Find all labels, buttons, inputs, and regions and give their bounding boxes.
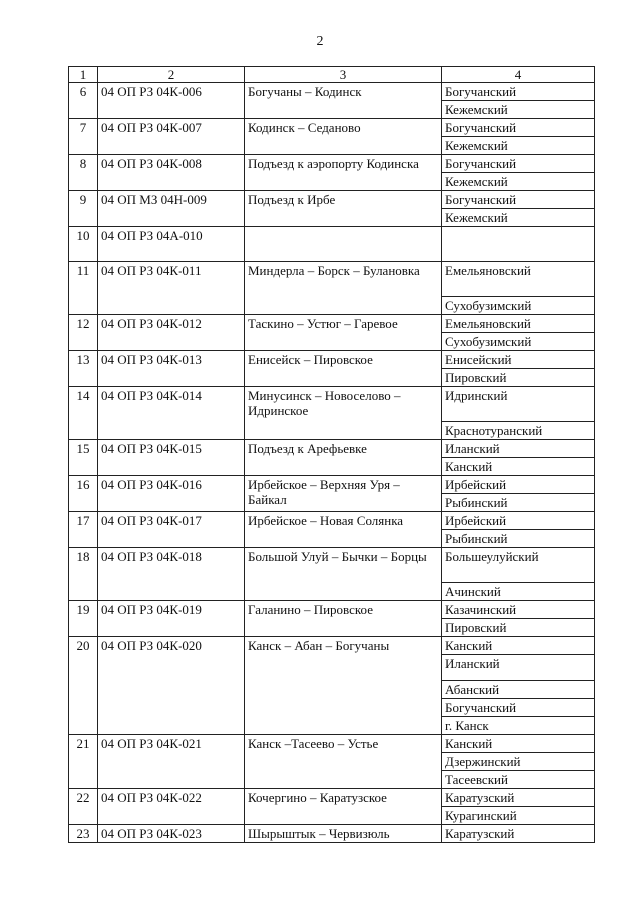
district-name: Казачинский (442, 601, 595, 619)
district-name: Идринский (442, 387, 595, 422)
table-row (69, 387, 595, 422)
road-name: Минусинск – Новоселово – Идринское (245, 387, 442, 440)
table-row (69, 512, 595, 530)
district-name: Канский (442, 458, 595, 476)
district-name: Богучанский (442, 83, 595, 101)
district-name: Абанский (442, 681, 595, 699)
district-name: Тасеевский (442, 771, 595, 789)
table-row (69, 637, 595, 655)
table-row (69, 601, 595, 619)
road-name: Ирбейское – Верхняя Уря – Байкал (245, 476, 442, 512)
table-row (69, 476, 595, 494)
road-name: Богучаны – Кодинск (245, 83, 442, 119)
row-number: 18 (69, 548, 98, 601)
district-name: Кежемский (442, 137, 595, 155)
road-name: Подъезд к аэропорту Кодинска (245, 155, 442, 191)
table-row (69, 789, 595, 807)
road-code: 04 ОП РЗ 04К-022 (98, 789, 245, 825)
district-name: Каратузский (442, 789, 595, 807)
row-number: 9 (69, 191, 98, 227)
district-name: Емельяновский (442, 262, 595, 297)
row-number: 21 (69, 735, 98, 789)
road-code: 04 ОП РЗ 04К-019 (98, 601, 245, 637)
district-name: Сухобузимский (442, 297, 595, 315)
header-cell: 1 (69, 67, 98, 83)
road-name: Ирбейское – Новая Солянка (245, 512, 442, 548)
row-number: 20 (69, 637, 98, 735)
row-number: 17 (69, 512, 98, 548)
district-name: Пировский (442, 619, 595, 637)
road-name (245, 227, 442, 262)
table-row (69, 155, 595, 173)
table-row (69, 119, 595, 137)
district-name: г. Канск (442, 717, 595, 735)
road-name: Енисейск – Пировское (245, 351, 442, 387)
row-number: 10 (69, 227, 98, 262)
district-name: Большеулуйский (442, 548, 595, 583)
table-row (69, 83, 595, 101)
district-name: Кежемский (442, 209, 595, 227)
row-number: 7 (69, 119, 98, 155)
row-number: 14 (69, 387, 98, 440)
district-name: Енисейский (442, 351, 595, 369)
road-code: 04 ОП РЗ 04К-014 (98, 387, 245, 440)
header-cell: 3 (245, 67, 442, 83)
district-name: Кежемский (442, 173, 595, 191)
district-name: Ирбейский (442, 512, 595, 530)
district-name: Богучанский (442, 119, 595, 137)
road-code: 04 ОП РЗ 04К-020 (98, 637, 245, 735)
road-name: Кодинск – Седаново (245, 119, 442, 155)
row-number: 15 (69, 440, 98, 476)
road-code: 04 ОП РЗ 04К-021 (98, 735, 245, 789)
table-row (69, 191, 595, 209)
row-number: 11 (69, 262, 98, 315)
district-name: Рыбинский (442, 530, 595, 548)
road-name: Канск – Абан – Богучаны (245, 637, 442, 735)
table-row (69, 825, 595, 843)
row-number: 12 (69, 315, 98, 351)
road-code: 04 ОП РЗ 04К-006 (98, 83, 245, 119)
road-name: Миндерла – Борск – Булановка (245, 262, 442, 315)
district-name: Канский (442, 735, 595, 753)
district-name: Кежемский (442, 101, 595, 119)
road-name: Подъезд к Арефьевке (245, 440, 442, 476)
district-name: Богучанский (442, 699, 595, 717)
road-code: 04 ОП РЗ 04К-018 (98, 548, 245, 601)
district-name: Рыбинский (442, 494, 595, 512)
district-name: Емельяновский (442, 315, 595, 333)
row-number: 23 (69, 825, 98, 843)
table-row (69, 227, 595, 262)
district-name: Иланский (442, 440, 595, 458)
row-number: 16 (69, 476, 98, 512)
district-name: Иланский (442, 655, 595, 681)
district-name: Ачинский (442, 583, 595, 601)
row-number: 22 (69, 789, 98, 825)
header-cell: 2 (98, 67, 245, 83)
row-number: 19 (69, 601, 98, 637)
road-code: 04 ОП РЗ 04К-015 (98, 440, 245, 476)
road-code: 04 ОП РЗ 04К-013 (98, 351, 245, 387)
road-name: Кочергино – Каратузское (245, 789, 442, 825)
road-code: 04 ОП РЗ 04К-007 (98, 119, 245, 155)
table-row (69, 735, 595, 753)
row-number: 8 (69, 155, 98, 191)
road-code: 04 ОП РЗ 04К-016 (98, 476, 245, 512)
road-name: Галанино – Пировское (245, 601, 442, 637)
road-name: Таскино – Устюг – Гаревое (245, 315, 442, 351)
district-name: Краснотуранский (442, 422, 595, 440)
district-name: Каратузский (442, 825, 595, 843)
table-row (69, 351, 595, 369)
table-row (69, 262, 595, 297)
district-name (442, 227, 595, 262)
road-code: 04 ОП РЗ 04К-012 (98, 315, 245, 351)
road-name: Подъезд к Ирбе (245, 191, 442, 227)
road-name: Канск –Тасеево – Устье (245, 735, 442, 789)
district-name: Сухобузимский (442, 333, 595, 351)
header-cell: 4 (442, 67, 595, 83)
row-number: 13 (69, 351, 98, 387)
road-code: 04 ОП РЗ 04К-008 (98, 155, 245, 191)
table-row (69, 548, 595, 583)
road-code: 04 ОП РЗ 04А-010 (98, 227, 245, 262)
district-name: Ирбейский (442, 476, 595, 494)
roads-table (68, 66, 595, 843)
district-name: Богучанский (442, 191, 595, 209)
page-number: 2 (316, 34, 324, 49)
district-name: Пировский (442, 369, 595, 387)
road-code: 04 ОП РЗ 04К-023 (98, 825, 245, 843)
road-name: Шырыштык – Червизюль (245, 825, 442, 843)
road-code: 04 ОП МЗ 04Н-009 (98, 191, 245, 227)
district-name: Канский (442, 637, 595, 655)
row-number: 6 (69, 83, 98, 119)
table-row (69, 440, 595, 458)
road-name: Большой Улуй – Бычки – Борцы (245, 548, 442, 601)
header-row (69, 67, 595, 83)
district-name: Дзержинский (442, 753, 595, 771)
district-name: Богучанский (442, 155, 595, 173)
district-name: Курагинский (442, 807, 595, 825)
road-code: 04 ОП РЗ 04К-017 (98, 512, 245, 548)
road-code: 04 ОП РЗ 04К-011 (98, 262, 245, 315)
table-row (69, 315, 595, 333)
